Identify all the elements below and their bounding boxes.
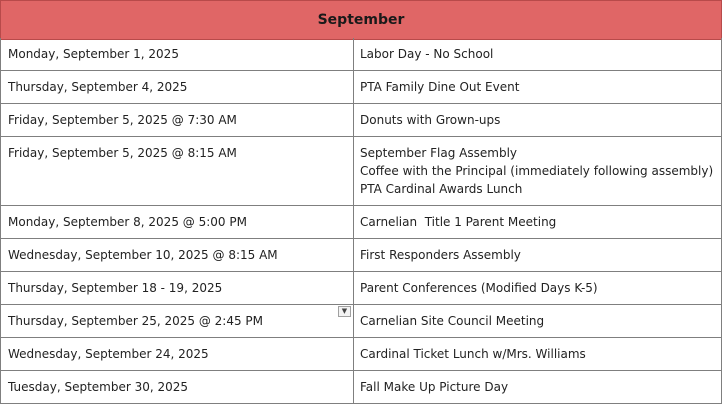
table-row (0, 71, 722, 104)
event-cell[interactable]: Carnelian Title 1 Parent Meeting (353, 206, 722, 239)
event-cell[interactable]: First Responders Assembly (353, 239, 722, 272)
date-cell[interactable]: Friday, September 5, 2025 @ 7:30 AM (0, 104, 354, 137)
table-row (0, 206, 722, 239)
date-cell[interactable]: Thursday, September 4, 2025 (0, 71, 354, 104)
table-row (0, 137, 722, 206)
event-cell[interactable]: Fall Make Up Picture Day (353, 371, 722, 404)
month-title: September (317, 12, 405, 28)
date-cell[interactable]: Monday, September 8, 2025 @ 5:00 PM (0, 206, 354, 239)
table-row (0, 305, 722, 338)
event-cell[interactable]: Donuts with Grown-ups (353, 104, 722, 137)
event-cell[interactable]: Parent Conferences (Modified Days K-5) (353, 272, 722, 305)
table-row (0, 104, 722, 137)
triangle-down-icon[interactable]: ▼ (338, 306, 351, 317)
month-header (0, 0, 722, 40)
event-cell[interactable]: PTA Family Dine Out Event (353, 71, 722, 104)
table-row (0, 371, 722, 404)
table-row (0, 272, 722, 305)
date-cell[interactable]: Thursday, September 18 - 19, 2025 (0, 272, 354, 305)
table-row (0, 239, 722, 272)
date-cell[interactable]: Wednesday, September 24, 2025 (0, 338, 354, 371)
table-row (0, 338, 722, 371)
date-cell[interactable]: Tuesday, September 30, 2025 (0, 371, 354, 404)
table-row (0, 38, 722, 71)
date-cell[interactable]: Thursday, September 25, 2025 @ 2:45 PM ▼ (0, 305, 354, 338)
event-cell[interactable]: Carnelian Site Council Meeting (353, 305, 722, 338)
date-cell[interactable]: Friday, September 5, 2025 @ 8:15 AM (0, 137, 354, 206)
date-cell[interactable]: Monday, September 1, 2025 (0, 38, 354, 71)
event-cell[interactable]: Labor Day - No School (353, 38, 722, 71)
date-cell[interactable]: Wednesday, September 10, 2025 @ 8:15 AM (0, 239, 354, 272)
event-cell[interactable]: September Flag Assembly Coffee with the Principal (immediately following assembly) PTA Cardinal Awards Lunch (353, 137, 722, 206)
event-cell[interactable]: Cardinal Ticket Lunch w/Mrs. Williams (353, 338, 722, 371)
